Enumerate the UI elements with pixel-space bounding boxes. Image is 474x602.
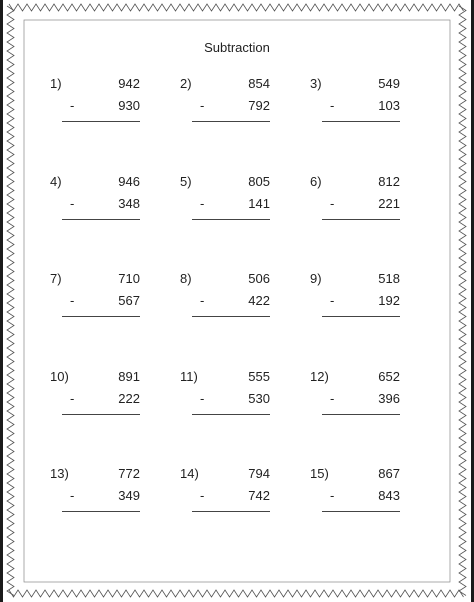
subtrahend: 422 (248, 293, 270, 308)
answer-line (62, 121, 140, 122)
minuend: 794 (248, 466, 270, 481)
answer-line (192, 219, 270, 220)
answer-line (192, 121, 270, 122)
answer-line (62, 316, 140, 317)
minuend: 506 (248, 271, 270, 286)
minus-sign: - (330, 293, 335, 308)
minus-sign: - (70, 488, 75, 503)
minus-sign: - (200, 98, 205, 113)
minus-sign: - (330, 98, 335, 113)
subtrahend: 792 (248, 98, 270, 113)
minus-sign: - (70, 98, 75, 113)
answer-line (192, 316, 270, 317)
minuend: 867 (378, 466, 400, 481)
problem-number: 7) (50, 271, 62, 286)
answer-line (322, 121, 400, 122)
problem-number: 5) (180, 174, 192, 189)
subtraction-problem (180, 369, 270, 429)
problem-number: 11) (180, 369, 198, 384)
minuend: 772 (118, 466, 140, 481)
minuend: 555 (248, 369, 270, 384)
subtraction-problem (310, 76, 400, 136)
problem-number: 13) (50, 466, 69, 481)
subtraction-problem (180, 174, 270, 234)
subtraction-problem (50, 369, 140, 429)
subtraction-problem (50, 466, 140, 526)
problem-number: 14) (180, 466, 199, 481)
minuend: 710 (118, 271, 140, 286)
worksheet-title: Subtraction (204, 40, 270, 55)
subtrahend: 222 (118, 391, 140, 406)
answer-line (62, 219, 140, 220)
minuend: 652 (378, 369, 400, 384)
minus-sign: - (70, 293, 75, 308)
subtraction-problem (180, 76, 270, 136)
subtraction-problem (310, 271, 400, 331)
answer-line (322, 414, 400, 415)
subtrahend: 530 (248, 391, 270, 406)
subtraction-problem (50, 76, 140, 136)
minuend: 946 (118, 174, 140, 189)
problem-number: 15) (310, 466, 329, 481)
answer-line (322, 219, 400, 220)
subtrahend: 141 (248, 196, 270, 211)
problem-number: 9) (310, 271, 322, 286)
subtrahend: 103 (378, 98, 400, 113)
subtrahend: 349 (118, 488, 140, 503)
subtrahend: 396 (378, 391, 400, 406)
minus-sign: - (70, 196, 75, 211)
subtraction-problem (310, 466, 400, 526)
subtrahend: 348 (118, 196, 140, 211)
subtrahend: 930 (118, 98, 140, 113)
problem-number: 3) (310, 76, 322, 91)
answer-line (322, 511, 400, 512)
subtraction-problem (310, 174, 400, 234)
subtrahend: 192 (378, 293, 400, 308)
problem-number: 4) (50, 174, 62, 189)
problem-number: 10) (50, 369, 69, 384)
problem-number: 6) (310, 174, 322, 189)
answer-line (322, 316, 400, 317)
minus-sign: - (330, 196, 335, 211)
problem-number: 8) (180, 271, 192, 286)
subtraction-problem (50, 174, 140, 234)
problem-number: 2) (180, 76, 192, 91)
problem-number: 12) (310, 369, 329, 384)
subtraction-problem (50, 271, 140, 331)
minuend: 942 (118, 76, 140, 91)
answer-line (192, 414, 270, 415)
minuend: 549 (378, 76, 400, 91)
minuend: 812 (378, 174, 400, 189)
answer-line (62, 511, 140, 512)
minus-sign: - (330, 391, 335, 406)
subtraction-problem (180, 466, 270, 526)
subtrahend: 567 (118, 293, 140, 308)
subtraction-problem (180, 271, 270, 331)
subtraction-problem (310, 369, 400, 429)
subtrahend: 843 (378, 488, 400, 503)
subtrahend: 742 (248, 488, 270, 503)
minus-sign: - (70, 391, 75, 406)
minuend: 854 (248, 76, 270, 91)
minus-sign: - (200, 293, 205, 308)
problem-number: 1) (50, 76, 62, 91)
answer-line (192, 511, 270, 512)
minus-sign: - (200, 391, 205, 406)
minuend: 805 (248, 174, 270, 189)
minus-sign: - (200, 196, 205, 211)
minus-sign: - (330, 488, 335, 503)
minuend: 518 (378, 271, 400, 286)
answer-line (62, 414, 140, 415)
subtrahend: 221 (378, 196, 400, 211)
minus-sign: - (200, 488, 205, 503)
minuend: 891 (118, 369, 140, 384)
